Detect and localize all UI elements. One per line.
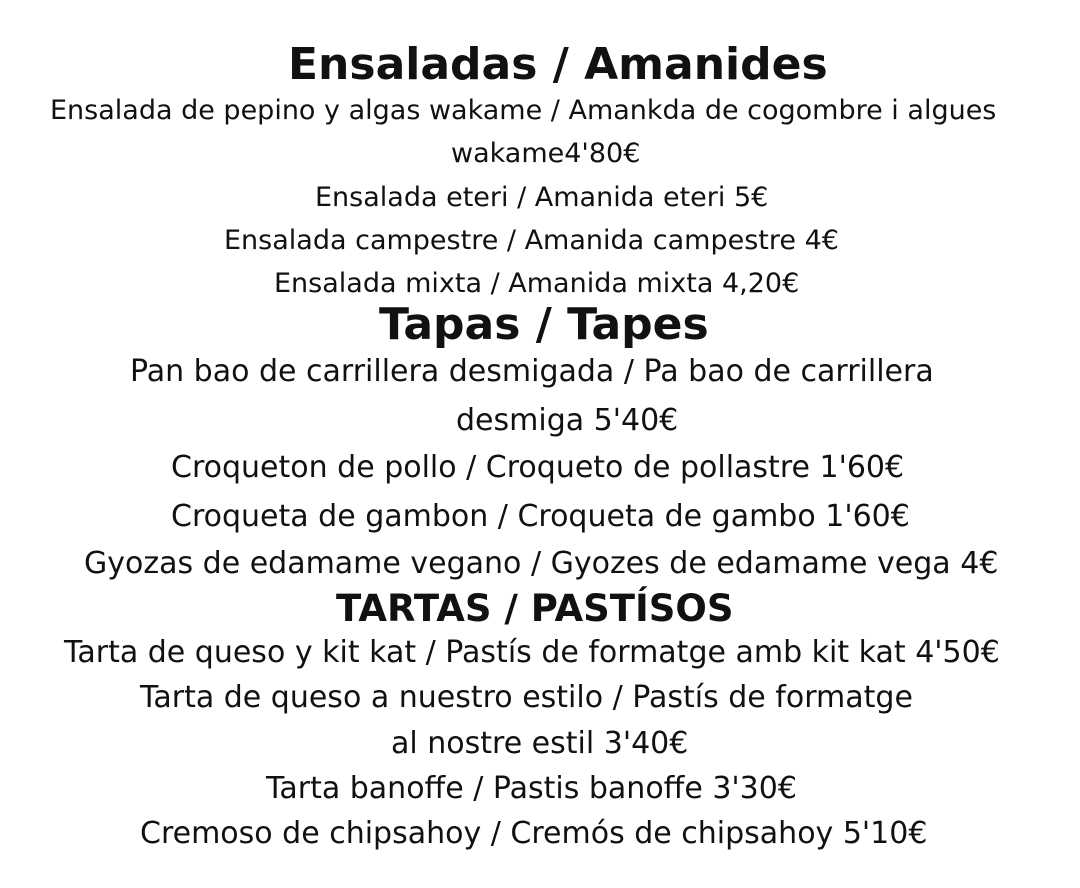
menu-item-line: Tarta de queso y kit kat / Pastís de formatge amb kit kat 4'50€: [64, 635, 1000, 670]
menu-item-line: Ensalada eteri / Amanida eteri 5€: [315, 182, 769, 213]
menu-item-line: Pan bao de carrillera desmigada / Pa bao de carrillera: [130, 354, 934, 389]
section-title-ensaladas: Ensaladas / Amanides: [288, 39, 828, 90]
section-title-tapas: Tapas / Tapes: [379, 299, 709, 350]
menu-item-line: Tarta de queso a nuestro estilo / Pastís de formatge: [140, 680, 913, 715]
menu-item-line: Tarta banoffe / Pastis banoffe 3'30€: [266, 771, 797, 806]
menu-item-line: desmiga 5'40€: [456, 403, 679, 438]
menu-item-line: al nostre estil 3'40€: [391, 726, 689, 761]
section-title-tartas: TARTAS / PASTÍSOS: [336, 587, 734, 630]
menu-item-line: Cremoso de chipsahoy / Cremós de chipsahoy 5'10€: [140, 816, 928, 851]
menu-item-line: Ensalada de pepino y algas wakame / Amankda de cogombre i algues: [50, 95, 997, 126]
menu-item-line: Gyozas de edamame vegano / Gyozes de edamame vega 4€: [84, 546, 999, 581]
menu-item-line: Croqueton de pollo / Croqueto de pollastre 1'60€: [171, 450, 905, 485]
menu-item-line: Ensalada campestre / Amanida campestre 4€: [224, 225, 839, 256]
menu-item-line: wakame4'80€: [451, 138, 641, 169]
menu-item-line: Croqueta de gambon / Croqueta de gambo 1'60€: [171, 499, 910, 534]
menu-item-line: Ensalada mixta / Amanida mixta 4,20€: [274, 268, 800, 299]
